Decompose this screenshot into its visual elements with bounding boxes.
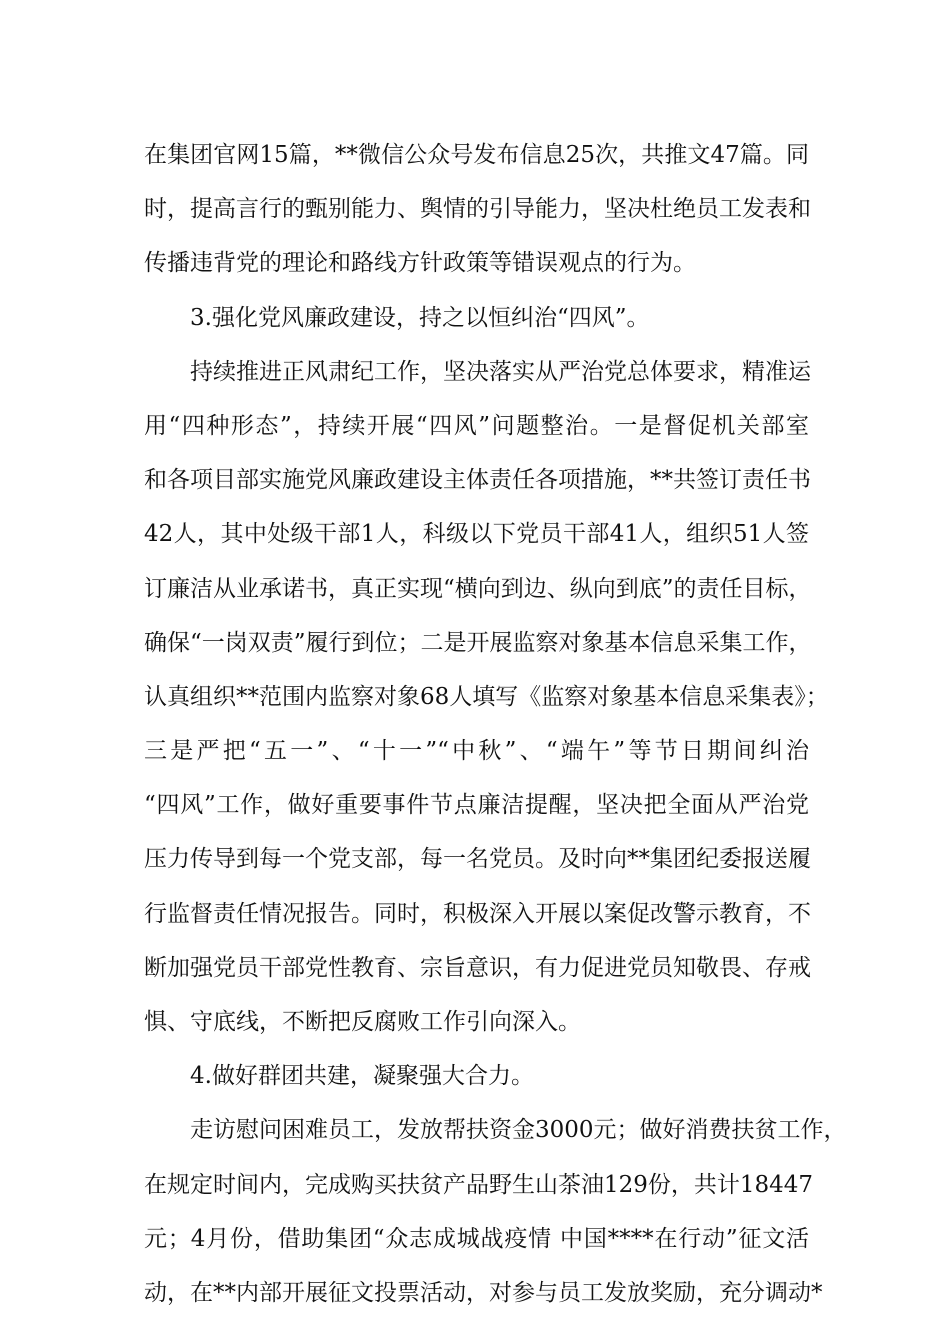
text-line: 3.强化党风廉政建设，持之以恒纠治“四风”。 [190, 304, 650, 331]
text-line: 和各项目部实施党风廉政建设主体责任各项措施，**共签订责任书 [144, 467, 811, 494]
text-line: 认真组织**范围内监察对象68人填写《监察对象基本信息采集表》； [144, 683, 829, 710]
text-line: 4.做好群团共建，凝聚强大合力。 [190, 1063, 534, 1090]
text-line: 三是严把“五一”、“十一”“中秋”、“端午”等节日期间纠治 [144, 738, 809, 765]
text-line: 元；4月份，借助集团“众志成城战疫情 中国****在行动”征文活 [144, 1225, 809, 1252]
text-line: 传播违背党的理论和路线方针政策等错误观点的行为。 [144, 250, 696, 277]
text-line: 在集团官网15篇，**微信公众号发布信息25次，共推文47篇。同 [144, 142, 809, 168]
text-line: 在规定时间内，完成购买扶贫产品野生山茶油129份，共计18447 [144, 1171, 814, 1198]
text-line: 压力传导到每一个党支部，每一名党员。及时向**集团纪委报送履 [144, 846, 811, 873]
text-line: 确保“一岗双责”履行到位；二是开展监察对象基本信息采集工作， [144, 629, 812, 656]
text-line: “四风”工作，做好重要事件节点廉洁提醒，坚决把全面从严治党 [144, 792, 809, 819]
text-line: 断加强党员干部党性教育、宗旨意识，有力促进党员知敬畏、存戒 [144, 954, 811, 981]
text-line: 42人，其中处级干部1人，科级以下党员干部41人，组织51人签 [144, 521, 809, 548]
text-line: 走访慰问困难员工，发放帮扶资金3000元；做好消费扶贫工作， [190, 1117, 847, 1144]
text-line: 时，提高言行的甄别能力、舆情的引导能力，坚决杜绝员工发表和 [144, 196, 811, 223]
text-line: 用“四种形态”，持续开展“四风”问题整治。一是督促机关部室 [144, 412, 809, 439]
text-line: 行监督责任情况报告。同时，积极深入开展以案促改警示教育，不 [144, 900, 811, 927]
text-line: 惧、守底线，不断把反腐败工作引向深入。 [144, 1009, 581, 1035]
document-body [144, 128, 847, 1320]
text-line: 动，在**内部开展征文投票活动，对参与员工发放奖励，充分调动* [144, 1279, 823, 1306]
text-line: 持续推进正风肃纪工作，坚决落实从严治党总体要求，精准运 [190, 358, 811, 385]
text-line: 订廉洁从业承诺书，真正实现“横向到边、纵向到底”的责任目标， [144, 575, 812, 602]
